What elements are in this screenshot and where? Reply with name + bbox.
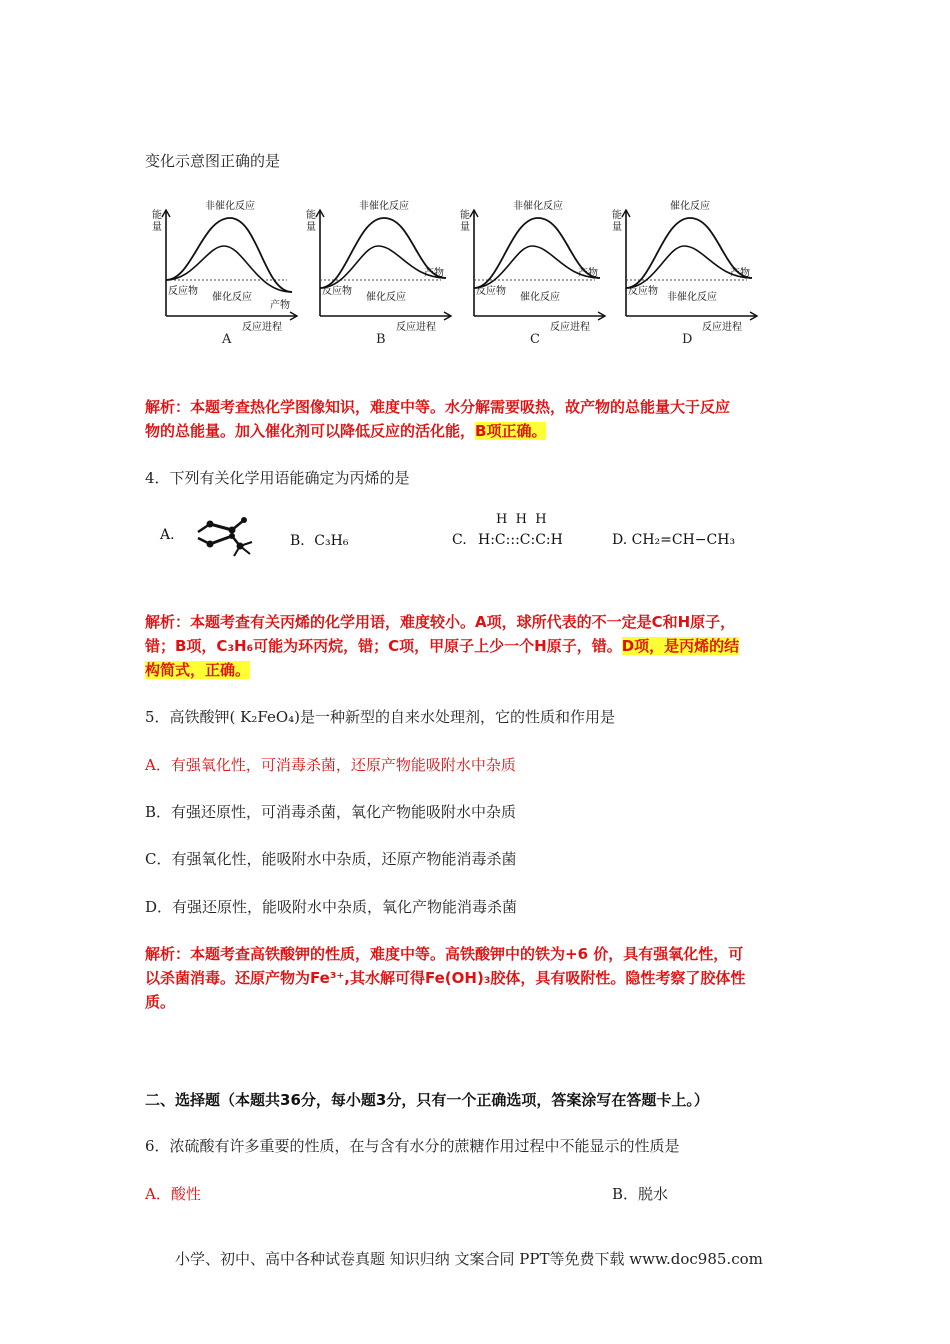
mid-curve-label: 催化反应 (366, 292, 406, 303)
top-curve-label: 催化反应 (670, 201, 710, 212)
intro-line: 变化示意图正确的是 (145, 152, 281, 170)
y-axis-label: 能量 (306, 210, 316, 233)
y-axis-label: 能量 (612, 210, 622, 233)
energy-diagram-b (306, 196, 456, 355)
q4-stem: 4．下列有关化学用语能确定为丙烯的是 (145, 469, 410, 487)
q4-option-c (452, 512, 582, 556)
diagram-letter: C (530, 332, 540, 347)
product-label: 产物 (270, 300, 290, 311)
diagram-letter: D (682, 332, 693, 347)
section2-heading: 二、选择题（本题共36分，每小题3分，只有一个正确选项，答案涂写在答题卡上。） (145, 1091, 709, 1109)
footer-text: 小学、初中、高中各种试卷真题 知识归纳 文案合同 PPT等免费下载 www.doc985.com (175, 1250, 763, 1268)
energy-diagram-d (612, 196, 762, 355)
q6-stem: 6．浓硫酸有许多重要的性质，在与含有水分的蔗糖作用过程中不能显示的性质是 (145, 1137, 680, 1155)
q5-option-b: B．有强还原性，可消毒杀菌，氧化产物能吸附水中杂质 (145, 803, 517, 821)
q5-option-d: D．有强还原性，能吸附水中杂质，氧化产物能消毒杀菌 (145, 898, 518, 916)
x-axis-label: 反应进程 (702, 322, 742, 333)
q6-option-b: B．脱水 (612, 1185, 669, 1203)
y-axis-label: 能量 (152, 210, 162, 233)
q4-option-c-label: C. (452, 532, 467, 548)
ball-stick-model (188, 510, 258, 560)
top-curve-label: 非催化反应 (359, 201, 409, 212)
reactant-label: 反应物 (628, 286, 658, 297)
reactant-label: 反应物 (168, 286, 198, 297)
reactant-label: 反应物 (322, 286, 352, 297)
top-curve-label: 非催化反应 (513, 201, 563, 212)
q3-analysis-line1: 解析：本题考查热化学图像知识，难度中等。水分解需要吸热，故产物的总能量大于反应 (145, 398, 731, 416)
mid-curve-label: 非催化反应 (667, 292, 717, 303)
q5-stem: 5．高铁酸钾( K₂FeO₄)是一种新型的自来水处理剂，它的性质和作用是 (145, 708, 616, 726)
diagram-letter: B (376, 332, 386, 347)
q5-analysis-line2: 以杀菌消毒。还原产物为Fe³⁺,其水解可得Fe(OH)₃胶体，具有吸附性。隐性考察了胶体性 (145, 969, 746, 987)
q4-analysis-line1: 解析：本题考查有关丙烯的化学用语，难度较小。A项，球所代表的不一定是C和H原子， (145, 613, 736, 631)
q4-option-d: D. CH₂=CH−CH₃ (612, 532, 736, 548)
q4-answer-highlight-cont: 构简式，正确。 (145, 661, 251, 679)
q5-analysis-line3: 质。 (145, 993, 176, 1011)
product-label: 产物 (424, 268, 444, 279)
q3-answer-highlight: B项正确。 (475, 422, 547, 440)
mid-curve-label: 催化反应 (520, 292, 560, 303)
q4-option-b: B．C₃H₆ (290, 533, 349, 549)
q4-analysis-line3 (145, 659, 250, 680)
top-curve-label: 非催化反应 (205, 201, 255, 212)
q4-analysis-line2-prefix: 错；B项，C₃H₆可能为环丙烷，错；C项，甲原子上少一个H原子，错。 (145, 637, 622, 655)
high-energy-curve (166, 218, 292, 292)
q3-analysis-line2-prefix: 物的总能量。加入催化剂可以降低反应的活化能， (145, 422, 476, 440)
q4-analysis-line2 (145, 635, 739, 656)
product-label: 产物 (578, 268, 598, 279)
mid-curve-label: 催化反应 (212, 292, 252, 303)
q4-option-c-h-row: H H H (496, 512, 547, 527)
q3-analysis-line2 (145, 420, 546, 441)
q5-option-a: A．有强氧化性，可消毒杀菌，还原产物能吸附水中杂质 (145, 756, 516, 774)
x-axis-label: 反应进程 (242, 322, 282, 333)
reactant-label: 反应物 (476, 286, 506, 297)
energy-diagram-c (460, 196, 610, 355)
x-axis-label: 反应进程 (550, 322, 590, 333)
q5-option-c: C．有强氧化性，能吸附水中杂质，还原产物能消毒杀菌 (145, 850, 517, 868)
x-axis-label: 反应进程 (396, 322, 436, 333)
q4-option-a-label: A. (160, 527, 175, 543)
product-label: 产物 (730, 268, 750, 279)
q4-answer-highlight: D项，是丙烯的结 (621, 637, 740, 655)
energy-diagram-a (152, 196, 302, 355)
diagram-letter: A (222, 332, 232, 347)
q5-analysis-line1: 解析：本题考查高铁酸钾的性质，难度中等。高铁酸钾中的铁为+6 价，具有强氧化性，可 (145, 945, 744, 963)
q4-option-c-formula: H:C:::C:C:H (478, 532, 563, 548)
q6-option-a: A．酸性 (145, 1185, 201, 1203)
y-axis-label: 能量 (460, 210, 470, 233)
q4-option-a (160, 527, 175, 543)
